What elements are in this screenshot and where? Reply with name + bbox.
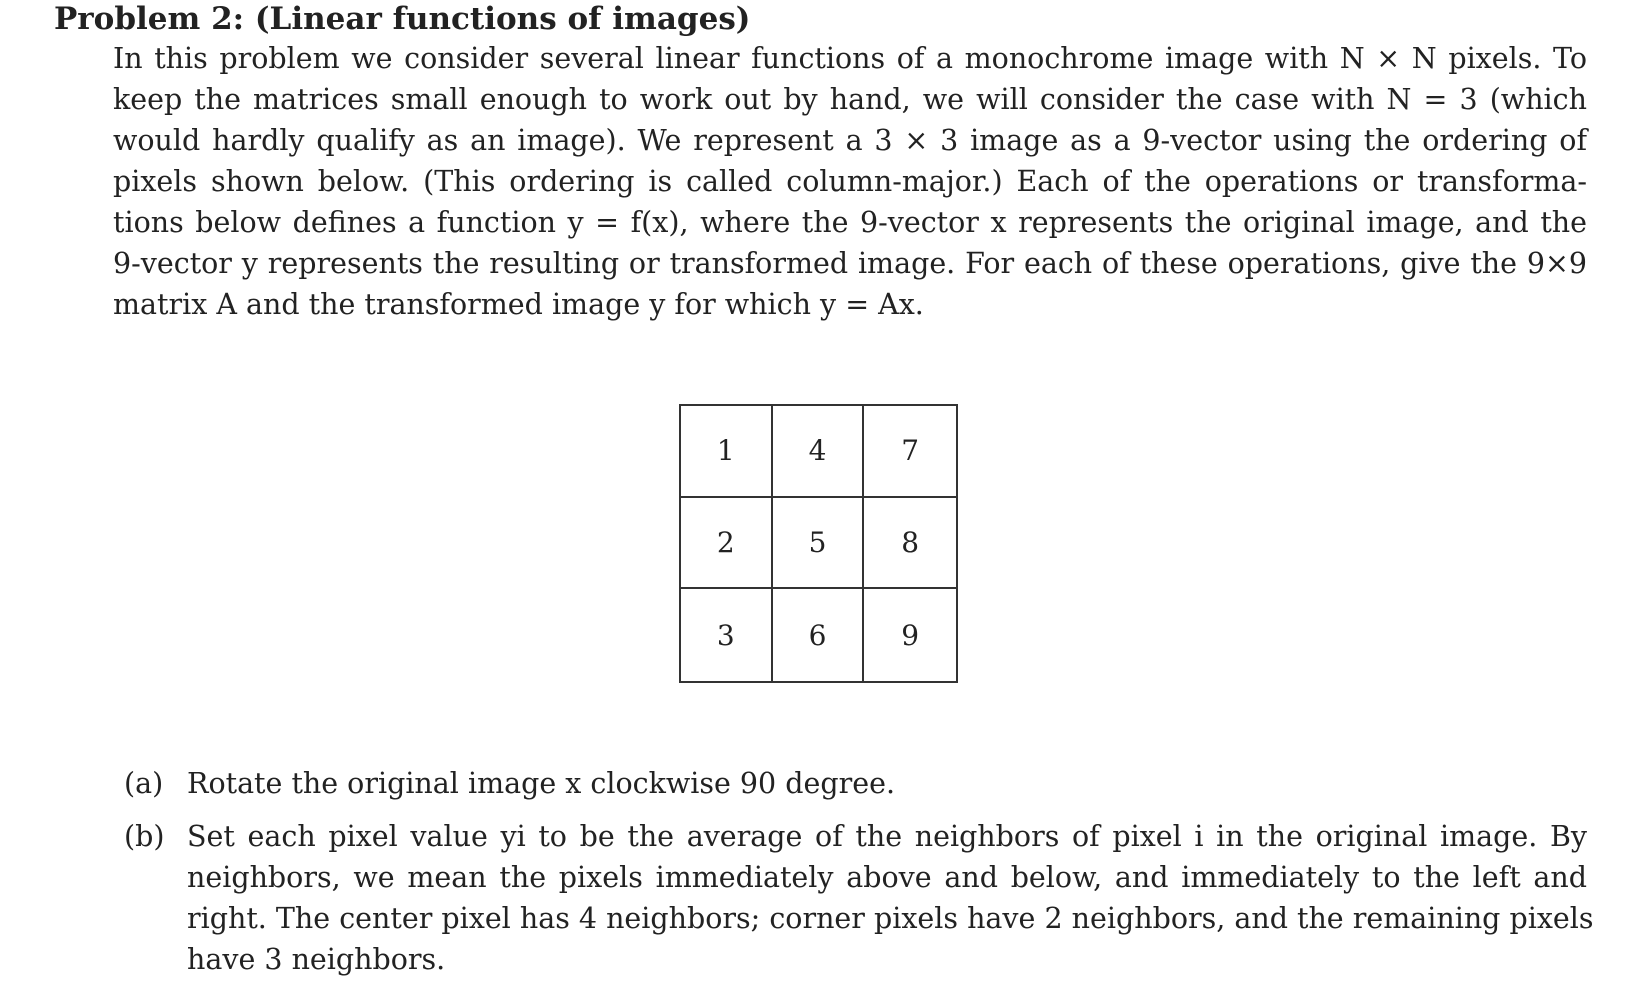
part-b [124, 816, 1594, 980]
intro-line: keep the matrices small enough to work out by hand, we will consider the case with N = 3 (which [113, 83, 1587, 116]
intro-line: pixels shown below. (This ordering is called column-major.) Each of the operations or transforma- [113, 165, 1587, 198]
pixel-cell: 9 [901, 618, 920, 652]
intro-line: In this problem we consider several linear functions of a monochrome image with N × N pixels. To [113, 42, 1587, 75]
pixel-cell: 3 [681, 589, 773, 681]
pixel-cell: 6 [773, 589, 865, 681]
pixel-ordering-grid [679, 404, 958, 683]
pixel-cell: 8 [864, 498, 956, 590]
part-label: (a) [124, 767, 164, 800]
part-text-line: right. The center pixel has 4 neighbors; corner pixels have 2 neighbors, and the remaining pixels [187, 902, 1594, 935]
part-text-line: Set each pixel value yi to be the average of the neighbors of pixel i in the original image. By [187, 820, 1587, 853]
intro-line: matrix A and the transformed image y for which y = Ax. [113, 288, 924, 321]
pixel-cell: 2 [681, 498, 773, 590]
pixel-cell: 5 [773, 498, 865, 590]
part-label: (b) [124, 820, 165, 853]
problem-title: Problem 2: (Linear functions of images) [54, 1, 751, 37]
pixel-cell: 7 [864, 406, 956, 498]
part-text-line: have 3 neighbors. [187, 943, 446, 976]
pixel-cell: 4 [773, 406, 865, 498]
problem-parts [124, 763, 1594, 992]
part-a [124, 763, 1587, 804]
intro-line: tions below defines a function y = f(x), where the 9-vector x represents the original image, and the [113, 206, 1587, 239]
part-text-line: Rotate the original image x clockwise 90 degree. [187, 767, 896, 800]
intro-line: would hardly qualify as an image). We represent a 3 × 3 image as a 9-vector using the ordering of [113, 124, 1587, 157]
intro-line: 9-vector y represents the resulting or transformed image. For each of these operations, give the 9×9 [113, 247, 1587, 280]
problem-intro [113, 38, 1587, 325]
part-text-line: neighbors, we mean the pixels immediately above and below, and immediately to the left and [187, 861, 1587, 894]
pixel-cell: 1 [681, 406, 773, 498]
